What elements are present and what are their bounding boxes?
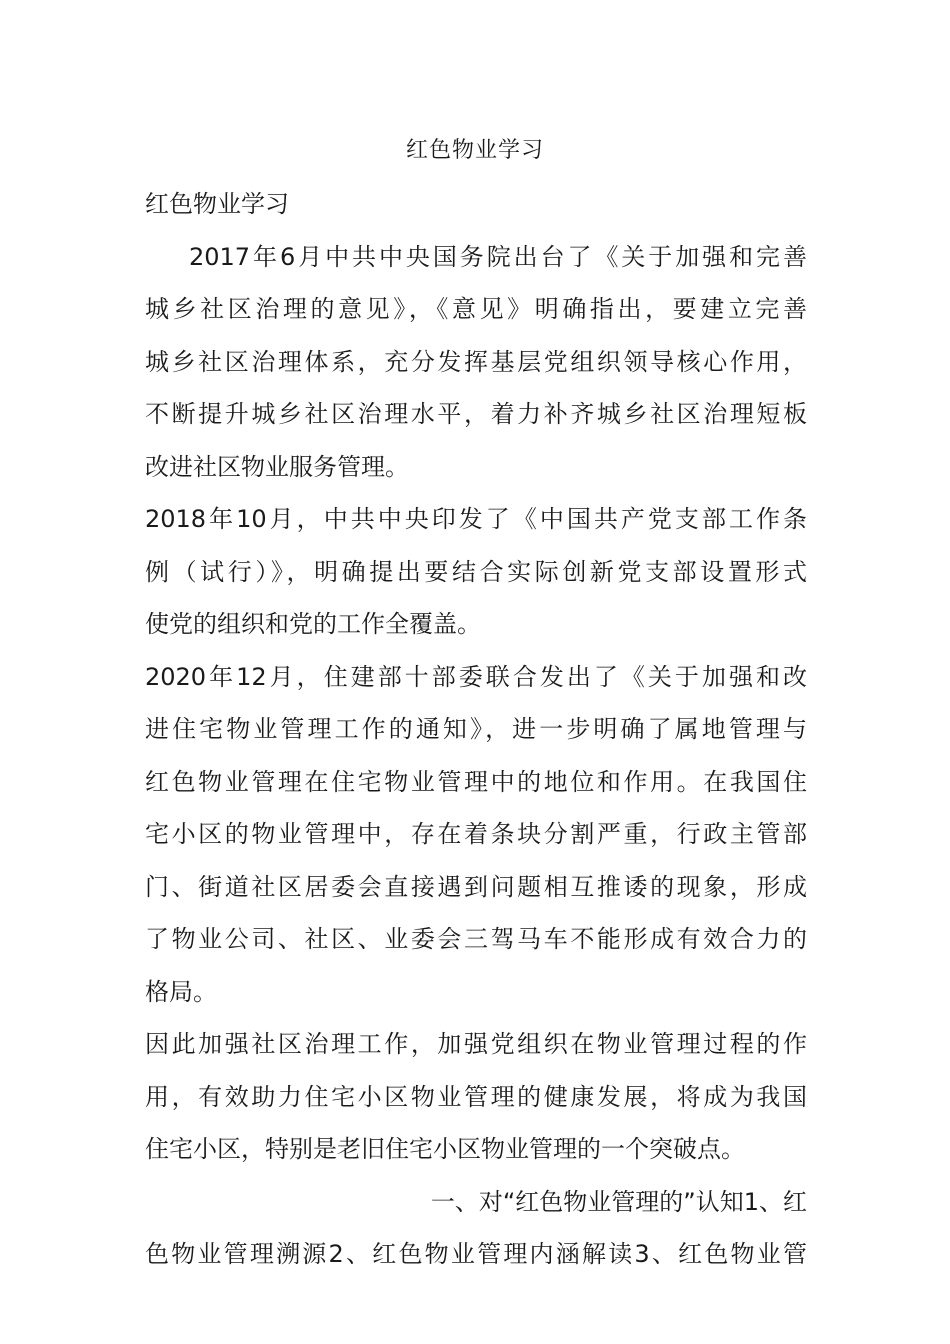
paragraph-line: 2017年6月中共中央国务院出台了《关于加强和完善 — [189, 242, 807, 271]
paragraph-line: 宅小区的物业管理中，存在着条块分割严重，行政主管部 — [145, 820, 807, 848]
document-body — [145, 178, 807, 1281]
section-heading-line: 一、对“红色物业管理的”认知1、红 — [430, 1187, 807, 1216]
paragraph-line: 不断提升城乡社区治理水平，着力补齐城乡社区治理短板 — [145, 400, 807, 428]
paragraph-line: 改进社区物业服务管理。 — [145, 452, 409, 481]
paragraph-line: 色物业管理溯源2、红色物业管理内涵解读3、红色物业管 — [145, 1240, 807, 1268]
paragraph-line: 用，有效助力住宅小区物业管理的健康发展，将成为我国 — [145, 1082, 807, 1111]
paragraph-line: 门、街道社区居委会直接遇到问题相互推诿的现象，形成 — [145, 872, 807, 901]
paragraph-line: 红色物业管理在住宅物业管理中的地位和作用。在我国住 — [145, 767, 807, 796]
paragraph-line: 城乡社区治理体系，充分发挥基层党组织领导核心作用， — [145, 347, 807, 376]
paragraph-line: 城乡社区治理的意见》，《意见》明确指出，要建立完善 — [145, 295, 807, 323]
paragraph-line: 住宅小区，特别是老旧住宅小区物业管理的一个突破点。 — [145, 1135, 745, 1163]
paragraph-line: 2020年12月，住建部十部委联合发出了《关于加强和改 — [145, 662, 807, 691]
paragraph-line: 进住宅物业管理工作的通知》，进一步明确了属地管理与 — [145, 715, 807, 743]
document-title: 红色物业学习 — [405, 138, 544, 163]
paragraph-line: 使党的组织和党的工作全覆盖。 — [145, 610, 481, 638]
paragraph-line: 因此加强社区治理工作，加强党组织在物业管理过程的作 — [145, 1030, 807, 1058]
paragraph-line: 格局。 — [145, 977, 217, 1006]
paragraph-line: 了物业公司、社区、业委会三驾马车不能形成有效合力的 — [145, 925, 807, 953]
paragraph-line: 2018年10月，中共中央印发了《中国共产党支部工作条 — [145, 505, 807, 533]
paragraph-line: 例（试行）》，明确提出要结合实际创新党支部设置形式 — [145, 557, 807, 586]
subtitle-line: 红色物业学习 — [145, 190, 289, 218]
